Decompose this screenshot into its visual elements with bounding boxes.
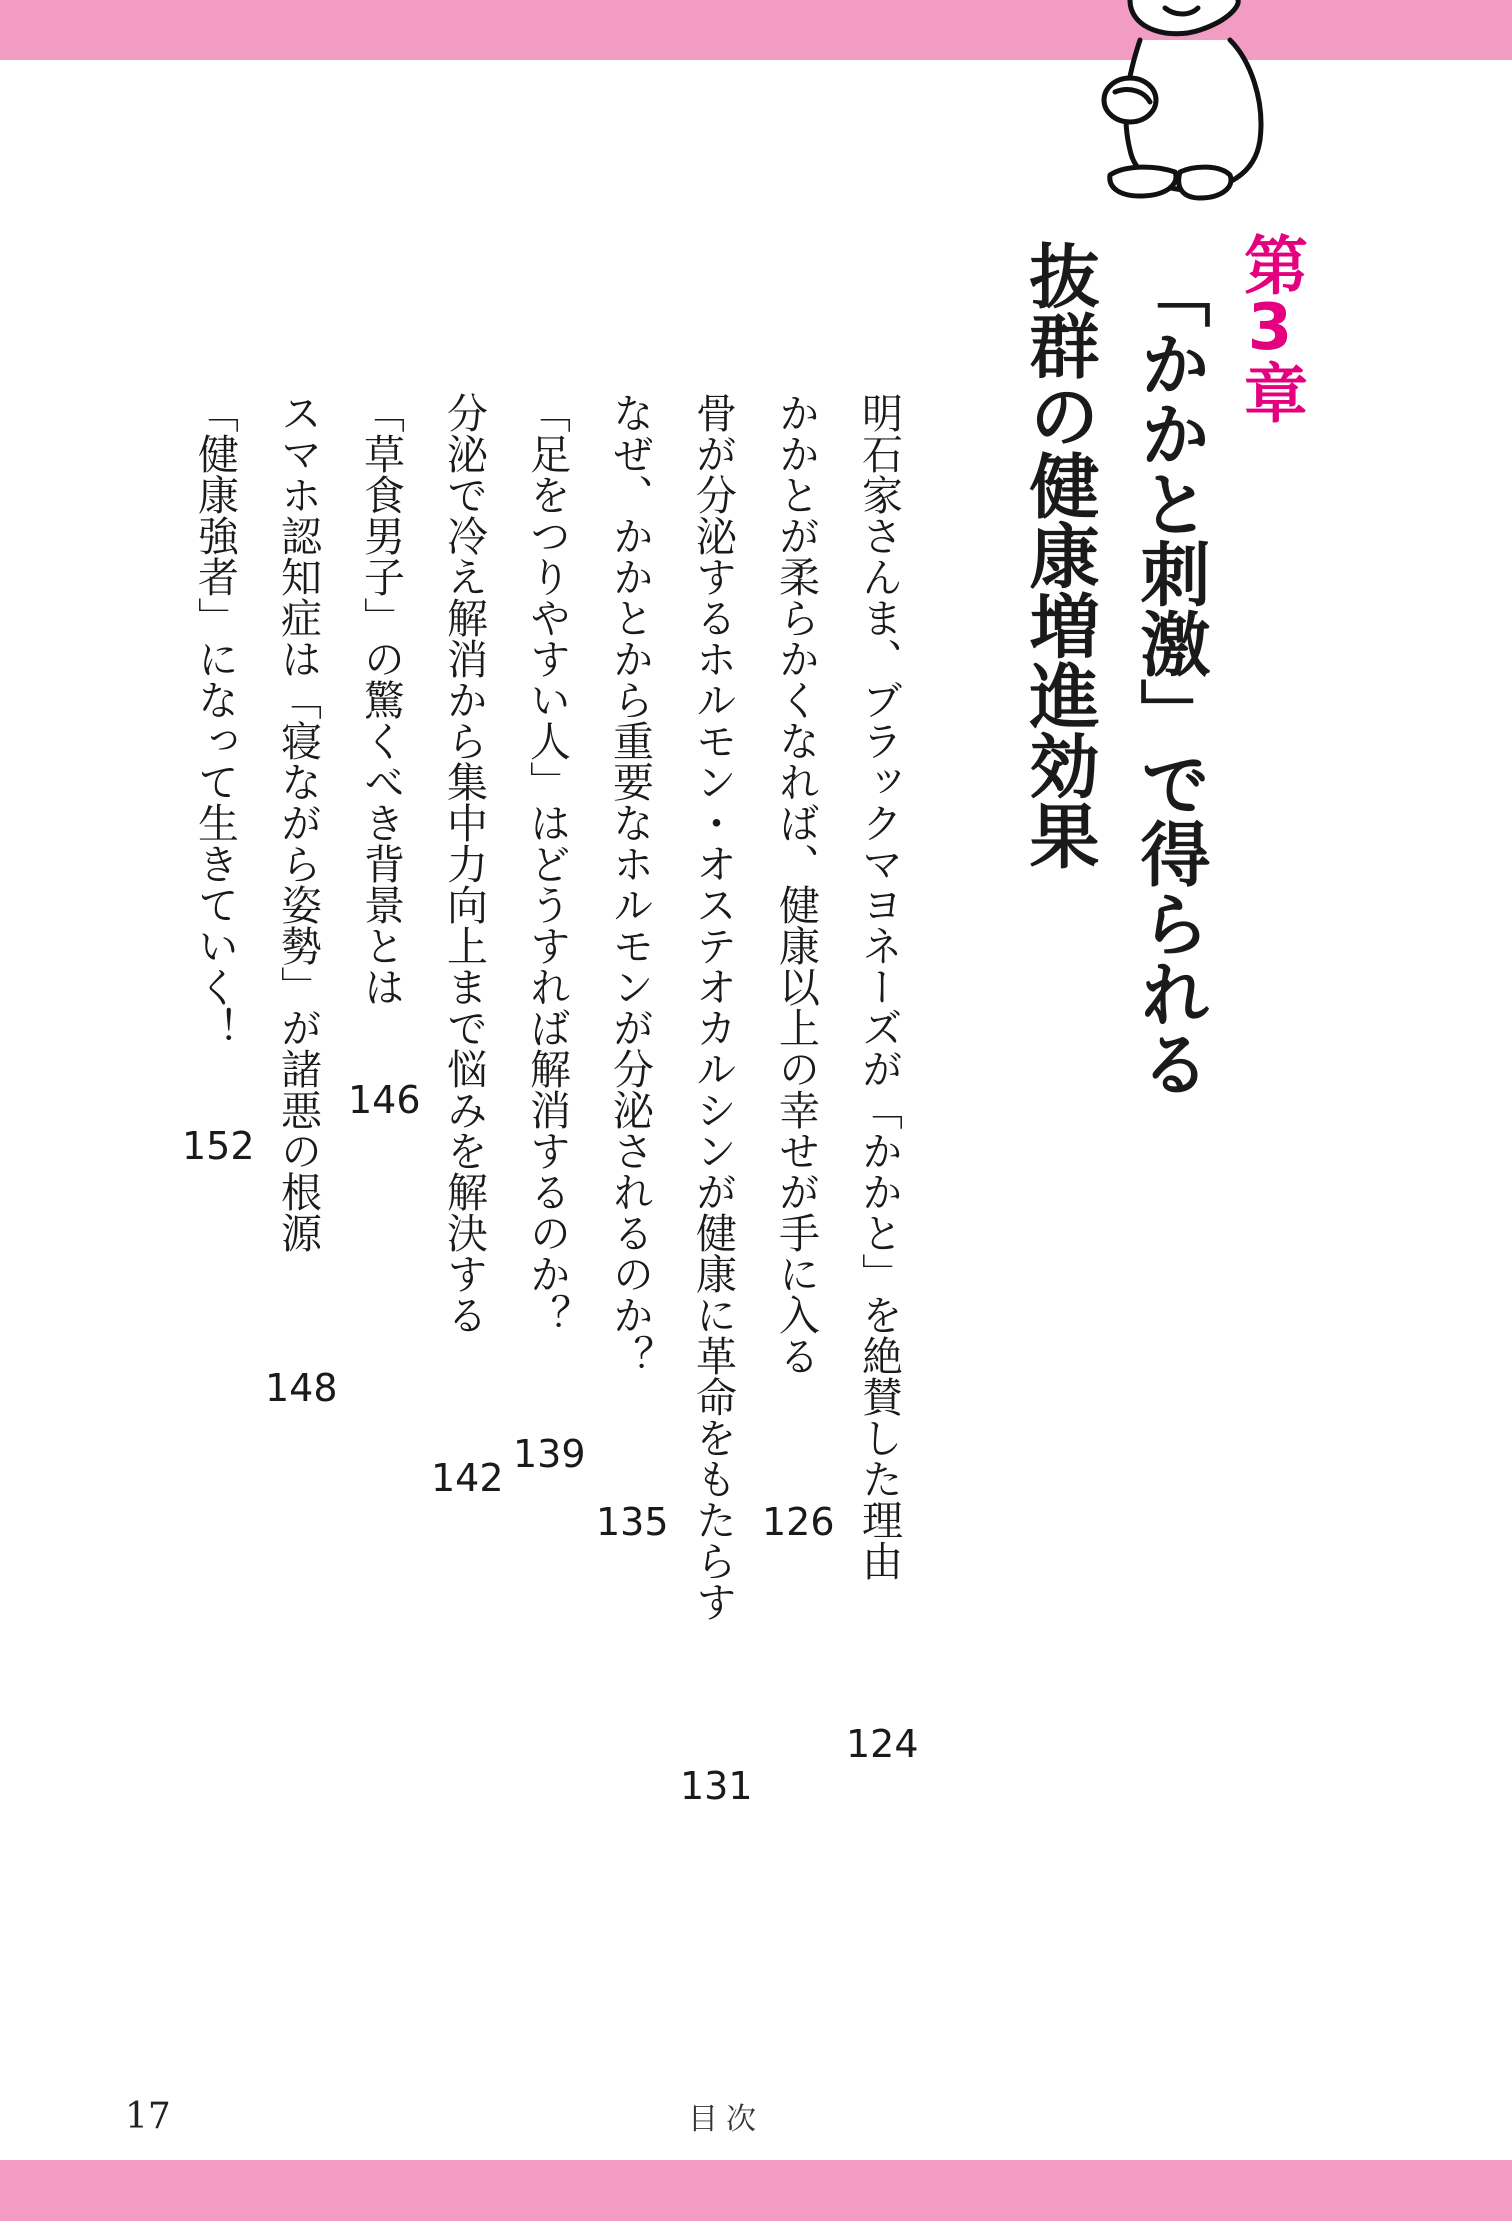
toc-entry-3[interactable]: 骨が分泌するホルモン・オステオカルシンが健康に革命をもたらす — [689, 392, 737, 1622]
toc-entry-7[interactable]: 「草食男子」の驚くべき背景とは — [357, 392, 405, 1007]
toc-page-3: 131 — [680, 1764, 753, 1808]
chapter-title-line-1: 「かかと刺激」で得られる — [1129, 258, 1211, 1098]
toc-entry-4[interactable]: なぜ、かかとから重要なホルモンが分泌されるのか？ — [606, 392, 654, 1376]
bottom-band — [0, 2160, 1512, 2221]
page-folio: 17 — [125, 2096, 171, 2137]
toc-page-5: 139 — [513, 1432, 586, 1476]
chapter-number-digit: 3 — [1247, 296, 1293, 360]
toc-page-1: 124 — [846, 1722, 919, 1766]
toc-page-9: 152 — [182, 1124, 255, 1168]
toc-page-2: 126 — [762, 1500, 835, 1544]
chapter-number-prefix: 第 — [1233, 232, 1307, 296]
chapter-title-line-2: 抜群の健康増進効果 — [1018, 240, 1100, 870]
toc-page-7: 146 — [348, 1078, 421, 1122]
toc-entry-2[interactable]: かかとが柔らかくなれば、健康以上の幸せが手に入る — [772, 392, 820, 1376]
toc-page-6: 142 — [431, 1456, 504, 1500]
toc-entry-6[interactable]: 分泌で冷え解消から集中力向上まで悩みを解決する — [440, 392, 488, 1335]
toc-page-4: 135 — [596, 1500, 669, 1544]
running-head: 目次 — [688, 2102, 764, 2137]
toc-page-8: 148 — [265, 1366, 338, 1410]
toc-entry-9[interactable]: 「健康強者」になって生きていく！ — [191, 392, 239, 1048]
chapter-number-suffix: 章 — [1233, 360, 1307, 424]
toc-entry-1[interactable]: 明石家さんま、ブラックマヨネーズが「かかと」を絶賛した理由 — [855, 392, 903, 1581]
chapter-number — [1233, 232, 1307, 424]
toc-entry-8[interactable]: スマホ認知症は「寝ながら姿勢」が諸悪の根源 — [274, 392, 322, 1253]
toc-entry-5[interactable]: 「足をつりやすい人」はどうすれば解消するのか？ — [523, 392, 571, 1335]
crouching-figure-illustration — [1070, 0, 1300, 210]
